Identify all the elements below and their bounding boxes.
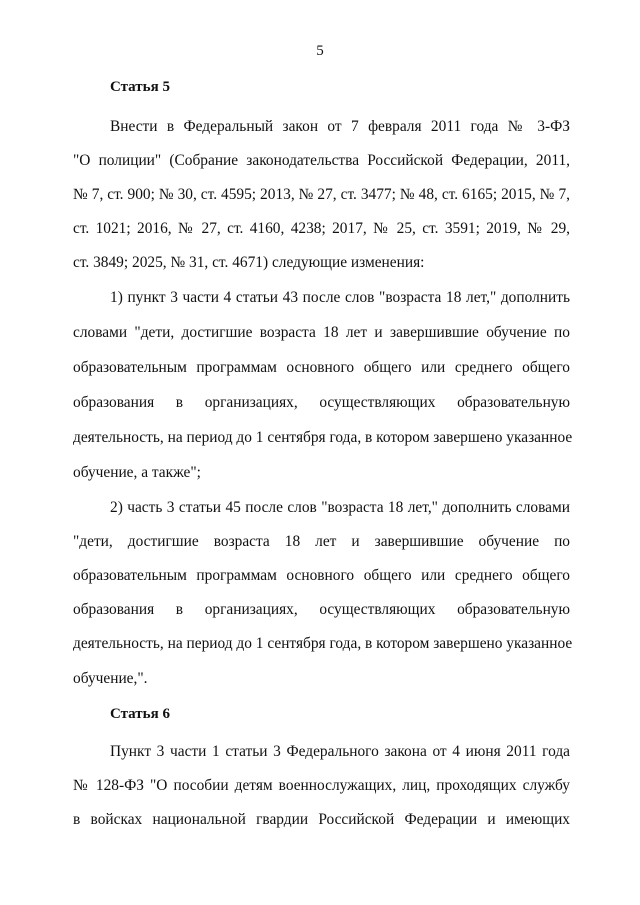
- article-5-item-2-line: "дети, достигшие возраста 18 лет и завершившие обучение по: [73, 533, 570, 550]
- article-6-heading: Статья 6: [110, 706, 170, 722]
- article-5-intro-line: "О полиции" (Собрание законодательства Российской Федерации, 2011,: [73, 152, 570, 169]
- article-5-intro-line: ст. 3849; 2025, № 31, ст. 4671) следующие изменения:: [73, 254, 425, 271]
- article-5-item-2-line: обучение,".: [73, 670, 148, 687]
- article-5-item-1-line: 1) пункт 3 части 4 статьи 43 после слов "возраста 18 лет," дополнить: [110, 289, 570, 306]
- article-5-intro-line: ст. 1021; 2016, № 27, ст. 4160, 4238; 2017, № 25, ст. 3591; 2019, № 29,: [73, 220, 570, 237]
- article-6-line: № 128-ФЗ "О пособии детям военнослужащих, лиц, проходящих службу: [73, 777, 570, 794]
- article-5-item-2-line: образовательным программам основного общего или среднего общего: [73, 567, 570, 584]
- article-5-item-1-line: обучение, а также";: [73, 464, 201, 481]
- article-5-item-1-line: словами "дети, достигшие возраста 18 лет и завершившие обучение по: [73, 324, 570, 341]
- article-5-heading: Статья 5: [110, 79, 170, 95]
- article-6-line: Пункт 3 части 1 статьи 3 Федерального закона от 4 июня 2011 года: [110, 743, 570, 760]
- article-5-intro-line: № 7, ст. 900; № 30, ст. 4595; 2013, № 27, ст. 3477; № 48, ст. 6165; 2015, № 7,: [73, 186, 570, 203]
- article-5-intro-line: Внести в Федеральный закон от 7 февраля 2011 года № 3-ФЗ: [110, 118, 570, 135]
- page-number: 5: [316, 43, 324, 59]
- article-5-item-2-line: деятельность, на период до 1 сентября года, в котором завершено указанное: [73, 635, 573, 652]
- article-5-item-2-line: образования в организациях, осуществляющих образовательную: [73, 601, 570, 618]
- article-5-item-1-line: деятельность, на период до 1 сентября года, в котором завершено указанное: [73, 429, 573, 446]
- article-6-line: в войсках национальной гвардии Российской Федерации и имеющих: [73, 811, 570, 828]
- article-5-item-1-line: образовательным программам основного общего или среднего общего: [73, 359, 570, 376]
- article-5-item-1-line: образования в организациях, осуществляющих образовательную: [73, 394, 570, 411]
- article-5-item-2-line: 2) часть 3 статьи 45 после слов "возраста 18 лет," дополнить словами: [110, 499, 570, 516]
